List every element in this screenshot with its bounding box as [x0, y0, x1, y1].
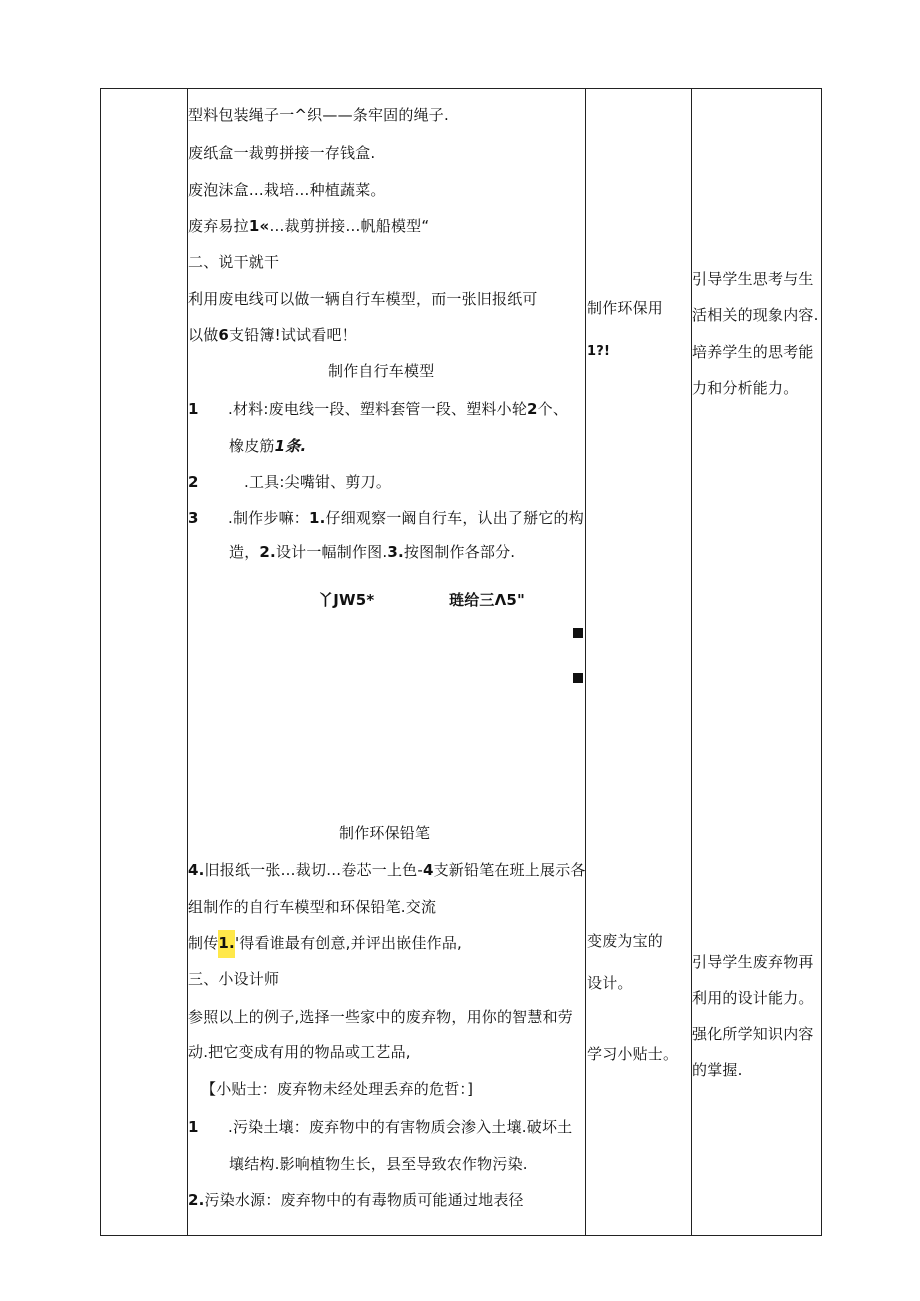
content-line	[188, 326, 357, 344]
text-span: 个、	[537, 400, 569, 418]
column-divider	[585, 89, 586, 1235]
text-span: 6	[218, 326, 230, 344]
purpose-cell: 利用的设计能力。	[692, 989, 814, 1007]
figure-marker	[573, 628, 583, 638]
text-span: 支铅簿!试试看吧！	[229, 326, 357, 344]
subsection-title: 制作自行车模型	[328, 362, 435, 380]
content-line: 废泡沫盒…栽培…种植蔬菜。	[188, 181, 386, 199]
text-span: 支新铅笔在班上展示各	[433, 861, 586, 879]
content-line: 组制作的自行车模型和环保铅笔.交流	[188, 898, 437, 916]
list-item: .工具:尖嘴钳、剪刀。	[244, 473, 392, 491]
subsection-title: 制作环保铅笔	[339, 824, 431, 842]
purpose-cell: 引导学生废弃物再	[692, 953, 814, 971]
list-item: .污染土壤：废弃物中的有害物质会渗入土壤.破坏土	[228, 1118, 573, 1136]
figure-label: 琏给三Λ5"	[449, 591, 526, 609]
text-span: …裁剪拼接…帆船模型“	[269, 217, 430, 235]
activity-cell: 制作环保用	[587, 299, 664, 317]
text-span: 废弃易拉	[188, 217, 249, 235]
text-span: 1.	[308, 509, 326, 527]
text-span: 2.	[188, 1191, 205, 1209]
section-heading: 二、说干就干	[188, 253, 280, 271]
text-span: '得看谁最有创意,并评出嵌佳作品,	[234, 934, 463, 952]
text-span: 旧报纸一张…裁切…卷芯一上色-	[204, 861, 423, 879]
content-line	[188, 934, 462, 952]
text-span: 3.	[387, 543, 404, 561]
activity-cell: 设计。	[587, 974, 633, 992]
purpose-cell: 的掌握.	[692, 1061, 743, 1079]
text-span: 设计一幅制作图.	[275, 543, 388, 561]
text-span: 1«	[248, 217, 270, 235]
figure-marker	[573, 673, 583, 683]
list-item	[228, 509, 584, 527]
text-span: 橡皮筋	[229, 437, 275, 455]
text-span: 以做	[188, 326, 219, 344]
content-line: 型料包装绳子一^织——条牢固的绳子.	[188, 106, 449, 124]
list-number: 1	[188, 400, 199, 418]
list-number: 3	[188, 509, 199, 527]
text-span: 4	[422, 861, 434, 879]
list-item	[228, 400, 568, 418]
content-line	[188, 217, 429, 235]
text-span: 造，	[229, 543, 260, 561]
text-span: 按图制作各部分.	[403, 543, 516, 561]
purpose-cell: 活相关的现象内容.	[692, 306, 819, 324]
list-number: 1	[188, 1118, 199, 1136]
activity-cell: 1?!	[587, 344, 611, 359]
content-line	[188, 861, 586, 879]
purpose-cell: 引导学生思考与生	[692, 270, 814, 288]
purpose-cell: 强化所学知识内容	[692, 1025, 814, 1043]
content-line: 废纸盒一裁剪拼接一存钱盒.	[188, 144, 376, 162]
tip-title: 【小贴士：废弃物未经处理丢弃的危哲：]	[201, 1080, 474, 1098]
text-span: 2.	[259, 543, 276, 561]
purpose-cell: 力和分析能力。	[692, 379, 799, 397]
text-span: 污染水源：废弃物中的有毒物质可能通过地表径	[204, 1191, 524, 1209]
text-span: 2	[527, 400, 538, 418]
text-span: 制传	[188, 934, 219, 952]
figure-label: 丫JW5*	[318, 591, 375, 609]
activity-cell: 变废为宝的	[587, 932, 664, 950]
list-item-cont	[229, 437, 306, 455]
list-item-cont	[229, 543, 515, 561]
text-span: .制作步嘛：	[228, 509, 309, 527]
content-line: 利用废电线可以做一辆自行车模型，而一张旧报纸可	[188, 290, 538, 308]
list-number: 2	[188, 473, 199, 491]
list-item	[188, 1191, 524, 1209]
purpose-cell: 培养学生的思考能	[692, 343, 814, 361]
text-span: 仔细观察一阚自行车，认出了掰它的构	[325, 509, 584, 527]
content-line: 动.把它变成有用的物品或工艺品,	[188, 1043, 411, 1061]
section-heading: 三、小设计师	[188, 970, 280, 988]
activity-cell: 学习小贴士。	[587, 1045, 679, 1063]
list-item-cont: 壤结构.影响植物生长，县至导致农作物污染.	[229, 1155, 528, 1173]
text-span: .材料:废电线一段、塑料套管一段、塑料小轮	[228, 400, 528, 418]
text-span: 1条.	[274, 437, 307, 455]
content-line: 参照以上的例子,选择一些家中的废弃物，用你的智慧和劳	[188, 1008, 573, 1026]
highlight-mark: 1.	[218, 930, 235, 958]
text-span: 4.	[188, 861, 205, 879]
